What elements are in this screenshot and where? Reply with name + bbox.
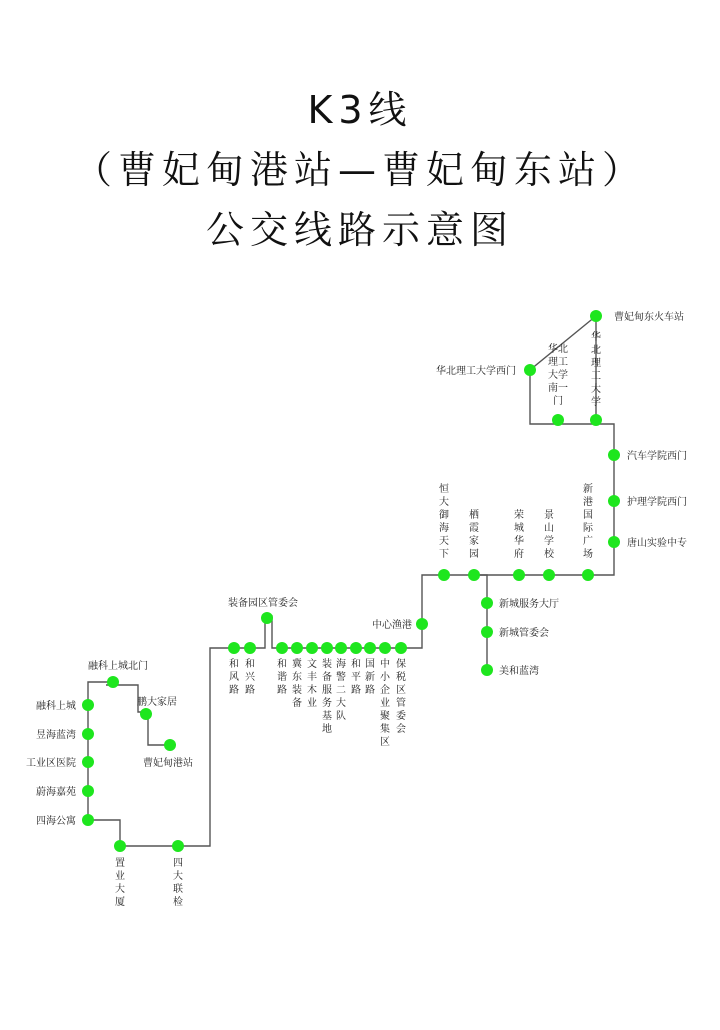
- stop-dot[interactable]: [244, 642, 256, 654]
- stop-label: 新城服务大厅: [499, 599, 559, 610]
- stop-label: 荣城华府: [514, 510, 524, 560]
- stop-dot[interactable]: [608, 536, 620, 548]
- stop-label: 美和蓝湾: [499, 666, 539, 677]
- stop-label: 国新路: [365, 659, 375, 696]
- stop-label: 中小企业聚集区: [380, 659, 390, 748]
- stop-dot[interactable]: [82, 728, 94, 740]
- stop-label: 置业大厦: [115, 858, 125, 908]
- stop-dot[interactable]: [481, 597, 493, 609]
- stop-dot[interactable]: [82, 756, 94, 768]
- stop-label: 汽车学院西门: [627, 451, 687, 462]
- route-subtitle: 公交线路示意图: [205, 208, 514, 252]
- stop-label: 和兴路: [245, 659, 255, 696]
- stop-label: 昱海蓝湾: [36, 730, 76, 741]
- stop-label: 保税区管委会: [396, 659, 406, 735]
- stop-label: 冀东装备: [292, 659, 302, 709]
- stop-dot[interactable]: [172, 840, 184, 852]
- route-termini: （曹妃甸港站—曹妃甸东站）: [73, 148, 646, 192]
- route-line-segment: [106, 685, 170, 745]
- stop-dot[interactable]: [364, 642, 376, 654]
- stop-label: 华北理工大学: [591, 332, 601, 408]
- stop-label: 和风路: [229, 659, 239, 696]
- stop-label: 中心渔港: [372, 620, 412, 631]
- stop-dot[interactable]: [513, 569, 525, 581]
- stop-label: 蔚海嘉苑: [36, 787, 76, 798]
- stop-label: 鹏大家居: [137, 697, 177, 708]
- stop-dot[interactable]: [379, 642, 391, 654]
- stop-dot[interactable]: [228, 642, 240, 654]
- stop-dot[interactable]: [306, 642, 318, 654]
- stop-dot[interactable]: [82, 785, 94, 797]
- stop-dot[interactable]: [590, 414, 602, 426]
- stop-dot[interactable]: [590, 310, 602, 322]
- stop-label: 曹妃甸东火车站: [614, 312, 684, 323]
- stop-label: 华北理工大学西门: [436, 366, 516, 377]
- stop-label: 和谐路: [277, 659, 287, 696]
- stop-dot[interactable]: [582, 569, 594, 581]
- stop-dot[interactable]: [524, 364, 536, 376]
- stop-dot[interactable]: [164, 739, 176, 751]
- stop-label: 四海公寓: [36, 816, 76, 827]
- stop-dot[interactable]: [107, 676, 119, 688]
- stop-label: 唐山实验中专: [627, 538, 687, 549]
- stop-dot[interactable]: [276, 642, 288, 654]
- stop-dot[interactable]: [82, 699, 94, 711]
- stop-label: 新港国际广场: [583, 484, 593, 560]
- stop-dot[interactable]: [481, 664, 493, 676]
- stop-label: 装备服务基地: [322, 659, 332, 735]
- stop-dot[interactable]: [543, 569, 555, 581]
- stop-dot[interactable]: [416, 618, 428, 630]
- stop-label: 华北理工大学南一门: [548, 344, 568, 407]
- stop-dot[interactable]: [82, 814, 94, 826]
- stop-label: 曹妃甸港站: [143, 758, 193, 769]
- stop-dot[interactable]: [481, 626, 493, 638]
- stop-label: 融科上城北门: [88, 661, 148, 672]
- stop-dot[interactable]: [608, 449, 620, 461]
- stop-dot[interactable]: [552, 414, 564, 426]
- stop-label: 融科上城: [36, 701, 76, 712]
- stop-dot[interactable]: [140, 708, 152, 720]
- stop-label: 装备园区管委会: [228, 598, 298, 609]
- stop-label: 和平路: [351, 659, 361, 696]
- stop-label: 四大联检: [173, 858, 183, 908]
- stop-dot[interactable]: [335, 642, 347, 654]
- route-line-segment: [475, 575, 487, 670]
- stop-dot[interactable]: [438, 569, 450, 581]
- stop-label: 栖霞家园: [469, 510, 479, 560]
- stop-label: 工业区医院: [26, 758, 76, 769]
- stop-dot[interactable]: [608, 495, 620, 507]
- stop-dot[interactable]: [350, 642, 362, 654]
- stop-dot[interactable]: [468, 569, 480, 581]
- stop-dot[interactable]: [291, 642, 303, 654]
- stop-dot[interactable]: [114, 840, 126, 852]
- stop-labels: [26, 310, 687, 908]
- stop-label: 文丰木业: [307, 659, 317, 709]
- stop-dots: [82, 310, 620, 852]
- stop-label: 护理学院西门: [627, 497, 687, 508]
- stop-label: 新城管委会: [499, 628, 549, 639]
- stop-label: 景山学校: [544, 510, 554, 560]
- stop-dot[interactable]: [261, 612, 273, 624]
- stop-dot[interactable]: [395, 642, 407, 654]
- stop-dot[interactable]: [321, 642, 333, 654]
- stop-label: 海警二大队: [336, 659, 346, 722]
- stop-label: 恒大御海天下: [439, 484, 449, 560]
- route-title: K3线: [307, 88, 413, 132]
